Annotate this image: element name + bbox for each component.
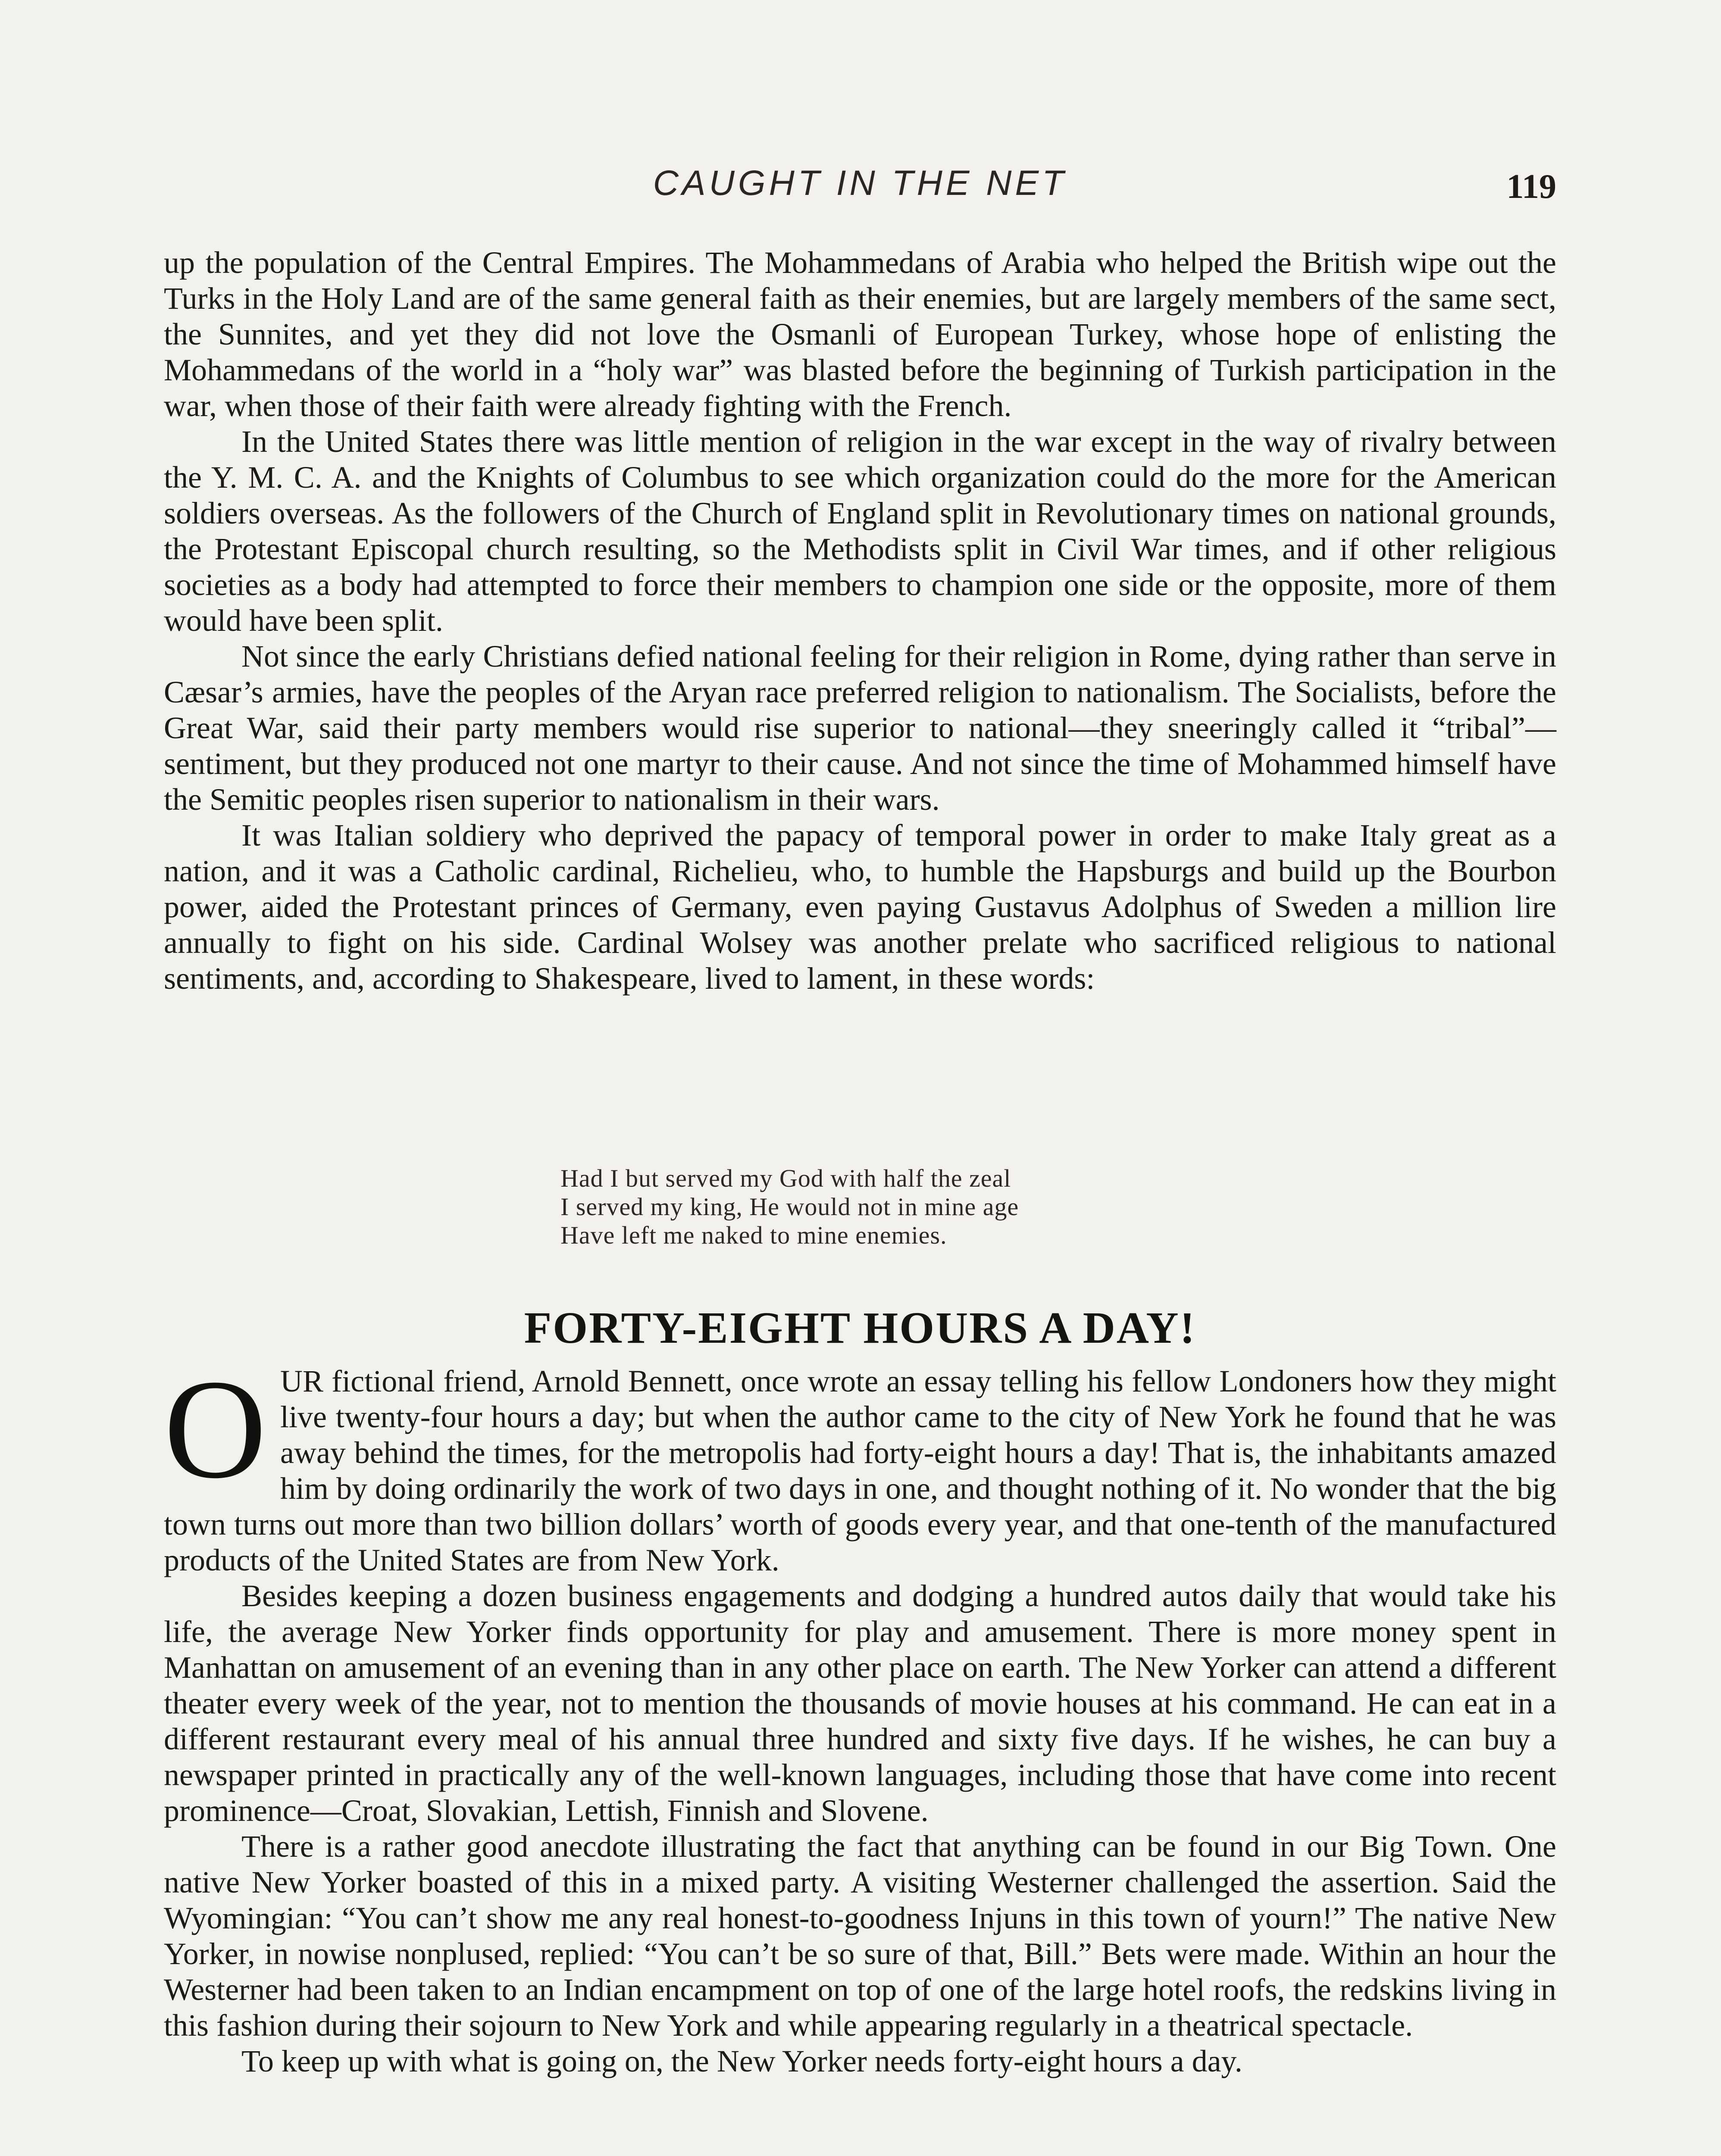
shakespeare-quote (560, 1164, 1250, 1250)
drop-cap: O (164, 1351, 267, 1508)
paragraph: It was Italian soldiery who deprived the papacy of temporal power in order to make Italy great as a nation, and it was a Catholic cardinal, Richelieu, who, to humble the Hapsburgs and build up the Bourbon power, aided the Protestant princes of Germany, even paying Gustavus Adolphus of Sweden a million lire annually to fight on his side. Cardinal Wolsey was another prelate who sacrificed religious to national sentiments, and, according to Shakespeare, lived to lament, in these words: (164, 818, 1556, 996)
verse-line: I served my king, He would not in mine age (560, 1193, 1019, 1221)
paragraph: up the population of the Central Empires. The Mohammedans of Arabia who helped the British wipe out the Turks in the Holy Land are of the same general faith as their enemies, but are largely members of the same sect, the Sunnites, and yet they did not love the Osmanli of European Turkey, whose hope of enlisting the Mohammedans of the world in a “holy war” was blasted before the beginning of Turkish participation in the war, when those of their faith were already fighting with the French. (164, 245, 1556, 423)
continued-article-body (164, 245, 1556, 997)
verse-line: Have left me naked to mine enemies. (560, 1221, 947, 1249)
article-title: FORTY-EIGHT HOURS A DAY! (524, 1303, 1196, 1353)
paragraph: There is a rather good anecdote illustrating the fact that anything can be found in our Big Town. One native New Yorker boasted of this in a mixed party. A visiting Westerner challenged the assertion. Said the Wyomingian: “You can’t show me any real honest-to-goodness Injuns in this town of yourn!” The native New Yorker, in nowise nonplused, replied: “You can’t be so sure of that, Bill.” Bets were made. Within an hour the Westerner had been taken to an Indian encampment on top of one of the large hotel roofs, the redskins living in this fashion during their sojourn to New York and while appearing regularly in a theatrical spectacle. (164, 1829, 1556, 2043)
verse-line: Had I but served my God with half the zeal (560, 1164, 1011, 1192)
paragraph-text: UR fictional friend, Arnold Bennett, once wrote an essay telling his fellow Londoners how they might live twenty-four hours a day; but when the author came to the city of New York he found that he was away behind the times, for the metropolis had forty-eight hours a day! That is, the inhabitants amazed him by doing ordinarily the work of two days in one, and thought nothing of it. No wonder that the big town turns out more than two billion dollars’ worth of goods every year, and that one-tenth of the manufactured products of the United States are from New York. (164, 1364, 1556, 1577)
page-number: 119 (1506, 168, 1556, 206)
paragraph: In the United States there was little mention of religion in the war except in the way of rivalry between the Y. M. C. A. and the Knights of Columbus to see which organization could do the more for the American soldiers overseas. As the followers of the Church of England split in Revolutionary times on national grounds, the Protestant Episcopal church resulting, so the Methodists split in Civil War times, and if other religious societies as a body had attempted to force their members to champion one side or the opposite, more of them would have been split. (164, 424, 1556, 638)
paragraph: Besides keeping a dozen business engagements and dodging a hundred autos daily that would take his life, the average New Yorker finds opportunity for play and amusement. There is more money spent in Manhattan on amusement of an evening than in any other place on earth. The New Yorker can attend a different theater every week of the year, not to mention the thousands of movie houses at his command. He can eat in a different restaurant every meal of his annual three hundred and sixty five days. If he wishes, he can buy a newspaper printed in practically any of the well-known languages, including those that have come into recent prominence—Croat, Slovakian, Lettish, Finnish and Slovene. (164, 1579, 1556, 1828)
paragraph: Not since the early Christians defied national feeling for their religion in Rome, dying rather than serve in Cæsar’s armies, have the peoples of the Aryan race preferred religion to nationalism. The Socialists, before the Great War, said their party members would rise superior to national—they sneeringly called it “tribal”—sentiment, but they produced not one martyr to their cause. And not since the time of Mohammed himself have the Semitic peoples risen superior to nationalism in their wars. (164, 639, 1556, 817)
paragraph: To keep up with what is going on, the New Yorker needs forty-eight hours a day. (241, 2044, 1242, 2078)
running-head (164, 163, 1556, 210)
paragraph-first (164, 1351, 1556, 1578)
running-title: CAUGHT IN THE NET (653, 163, 1067, 203)
article-body (164, 1351, 1556, 2079)
